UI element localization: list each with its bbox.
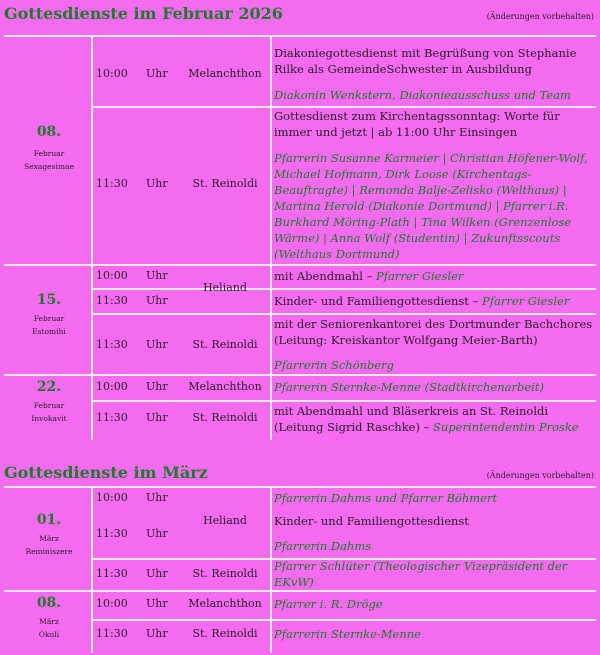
service-ministers: Diakonin Wenkstern, Diakonieausschuss und Team	[274, 88, 571, 102]
service-description: Kinder- und Familiengottesdienst	[274, 514, 469, 528]
service-time: 10:00	[96, 597, 128, 610]
time-unit: Uhr	[146, 380, 168, 393]
church-name: St. Reinoldi	[192, 177, 258, 190]
service-minister: Superintendentin Proske	[433, 420, 579, 434]
church-name: St. Reinoldi	[192, 411, 258, 424]
church-name: Melanchthon	[188, 380, 262, 393]
service-ministers: Pfarrerin Susanne Karmeier | Christian Höfener-Wolf, Michael Hofmann, Dirk Loose (Kirchentags-Beauftragte) | Remonda Balje-Zelisko (Welthaus) | Martina Herold (Diakonie Dortmund) | Pfarrer i.R. Burkhard Möring-Plath | Tina Wilken (Grenzenlose Wärme) | Anna Wolf (Studentin) | Zukunftsscouts (Welthaus Dortmund)	[274, 151, 588, 261]
service-time: 11:30	[96, 177, 128, 190]
divider	[92, 619, 596, 621]
march-header	[4, 463, 594, 482]
date-day: 22.	[36, 379, 62, 395]
date-mar-08	[8, 595, 90, 641]
service-description	[274, 293, 596, 309]
service-ministers: Pfarrerin Dahms	[274, 539, 372, 553]
time-unit: Uhr	[146, 597, 168, 610]
church-name: St. Reinoldi	[192, 627, 258, 640]
time-unit: Uhr	[146, 338, 168, 351]
service-time: 11:30	[96, 527, 128, 540]
february-title: Gottesdienste im Februar 2026	[4, 4, 283, 23]
time-unit: Uhr	[146, 67, 168, 80]
service-time: 11:30	[96, 567, 128, 580]
date-sunday-name: Estomihi	[32, 327, 66, 336]
divider	[270, 36, 272, 440]
service-ministers: Pfarrerin Dahms und Pfarrer Böhmert	[274, 491, 498, 505]
service-description: Diakoniegottesdienst mit Begrüßung von Stephanie Rilke als GemeindeSchwester in Ausbildung	[274, 46, 577, 76]
march-note: (Änderungen vorbehalten)	[486, 471, 594, 480]
service-ministers: Pfarrer i. R. Dröge	[274, 597, 383, 611]
church-name: Heliand	[203, 281, 247, 294]
church-name: Heliand	[203, 514, 247, 527]
service-time: 10:00	[96, 491, 128, 504]
date-month: Februar	[33, 401, 65, 410]
time-unit: Uhr	[146, 491, 168, 504]
service-description	[274, 403, 596, 435]
date-sunday-name: Okuli	[38, 630, 60, 639]
divider	[92, 288, 596, 290]
service-time: 10:00	[96, 380, 128, 393]
date-sunday-name: Reminiszere	[25, 547, 73, 556]
service-ministers: Pfarrerin Schönberg	[274, 358, 394, 372]
date-sunday-name: Invokavit	[31, 414, 67, 423]
divider	[92, 400, 596, 402]
church-name: St. Reinoldi	[192, 567, 258, 580]
divider	[92, 313, 596, 315]
service-minister: Pfarrer Giesler	[376, 269, 464, 283]
date-feb-22	[8, 379, 90, 425]
service-ministers: Pfarrerin Sternke-Menne	[274, 627, 421, 641]
service-minister: Pfarrer Giesler	[482, 294, 570, 308]
date-sunday-name: Sexagesimae	[24, 162, 74, 171]
service-description	[274, 268, 596, 284]
service-text: mit Abendmahl –	[274, 269, 377, 283]
date-feb-15	[8, 292, 90, 338]
service-ministers: Pfarrerin Sternke-Menne (Stadtkirchenarbeit)	[274, 380, 544, 394]
date-month: Februar	[33, 314, 65, 323]
church-name: St. Reinoldi	[192, 338, 258, 351]
time-unit: Uhr	[146, 294, 168, 307]
date-month: März	[39, 617, 59, 626]
date-mar-01	[8, 512, 90, 558]
service-ministers: Pfarrer Schlüter (Theologischer Vizepräsident der EKvW)	[274, 559, 568, 589]
divider	[91, 36, 93, 440]
service-time: 11:30	[96, 294, 128, 307]
time-unit: Uhr	[146, 269, 168, 282]
church-name: Melanchthon	[188, 67, 262, 80]
time-unit: Uhr	[146, 411, 168, 424]
time-unit: Uhr	[146, 527, 168, 540]
time-unit: Uhr	[146, 567, 168, 580]
service-time: 11:30	[96, 627, 128, 640]
february-note: (Änderungen vorbehalten)	[486, 12, 594, 21]
date-day: 01.	[36, 512, 62, 528]
divider	[270, 487, 272, 653]
church-name: Melanchthon	[188, 597, 262, 610]
date-feb-08	[8, 124, 90, 173]
divider	[91, 487, 93, 653]
date-day: 08.	[36, 595, 62, 611]
service-time: 11:30	[96, 338, 128, 351]
date-month: Februar	[33, 149, 65, 158]
service-description: mit der Seniorenkantorei des Dortmunder Bachchores (Leitung: Kreiskantor Wolfgang Meier-Barth)	[274, 317, 593, 347]
date-month: März	[39, 534, 59, 543]
service-text: mit Abendmahl und Bläserkreis an St. Reinoldi (Leitung Sigrid Raschke) –	[274, 404, 549, 434]
service-time: 10:00	[96, 269, 128, 282]
service-time: 11:30	[96, 411, 128, 424]
service-time: 10:00	[96, 67, 128, 80]
march-title: Gottesdienste im März	[4, 463, 208, 482]
service-text: Kinder- und Familiengottesdienst –	[274, 294, 482, 308]
date-day: 15.	[36, 292, 62, 308]
time-unit: Uhr	[146, 627, 168, 640]
date-day: 08.	[36, 124, 62, 140]
time-unit: Uhr	[146, 177, 168, 190]
february-header	[4, 4, 594, 23]
service-description: Gottesdienst zum Kirchentagssonntag: Worte für immer und jetzt | ab 11:00 Uhr Einsingen	[274, 109, 560, 139]
